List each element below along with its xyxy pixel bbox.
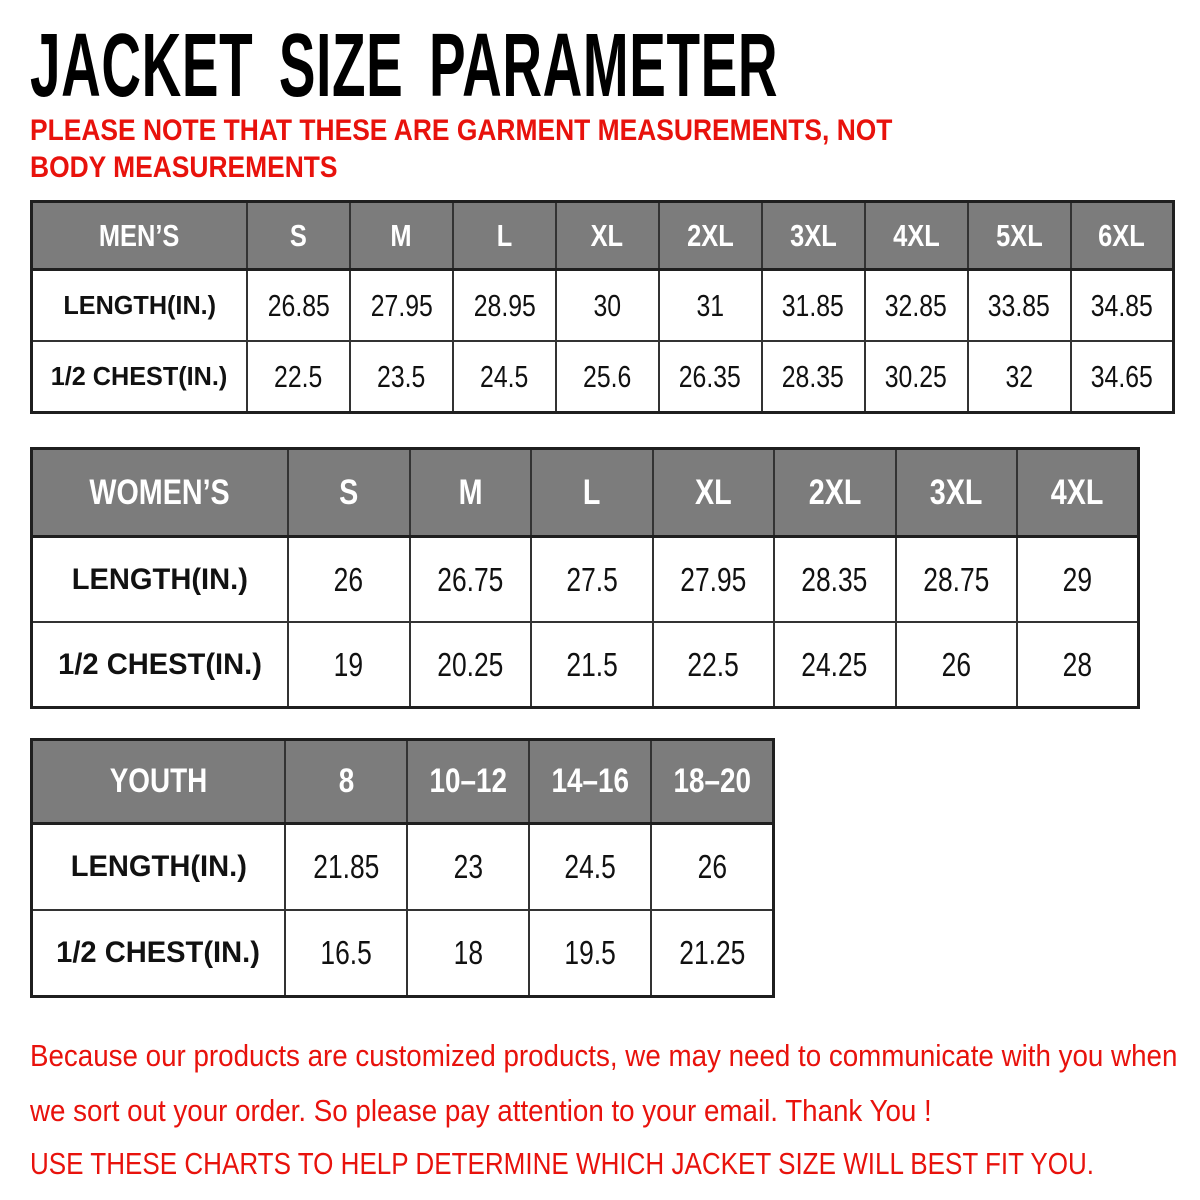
size-value: 30 <box>593 287 622 323</box>
size-column-header <box>896 449 1018 537</box>
size-value: 19.5 <box>564 934 616 971</box>
size-value-cell <box>774 537 896 623</box>
size-value: 24.5 <box>480 358 529 394</box>
measurement-row <box>32 270 1174 342</box>
row-label <box>32 910 286 997</box>
size-value-cell <box>865 270 968 342</box>
size-column-header <box>556 202 659 270</box>
size-value: 16.5 <box>320 934 372 971</box>
size-column-header <box>1071 202 1174 270</box>
size-value: 25.6 <box>583 358 632 394</box>
mens-size-table <box>30 200 1175 414</box>
size-value-cell <box>453 270 556 342</box>
size-value: 28.35 <box>782 358 845 394</box>
size-value-cell <box>651 910 773 997</box>
header-label: 5XL <box>995 217 1043 253</box>
size-value: 26.75 <box>437 560 504 598</box>
size-column-header <box>651 740 773 824</box>
size-value-cell <box>288 622 410 708</box>
size-value-cell <box>247 270 350 342</box>
header-label: 3XL <box>789 217 837 253</box>
header-label: M <box>458 472 483 512</box>
measurement-row <box>32 824 774 911</box>
size-value: 23.5 <box>377 358 426 394</box>
size-value-cell <box>762 270 865 342</box>
size-value: 24.25 <box>801 645 868 683</box>
size-value: 27.95 <box>370 287 433 323</box>
size-value: 27.5 <box>566 560 618 598</box>
size-value: 30.25 <box>885 358 948 394</box>
size-value-cell <box>556 341 659 413</box>
size-column-header <box>407 740 529 824</box>
size-column-header <box>285 740 407 824</box>
size-value-cell <box>529 910 651 997</box>
size-column-header <box>410 449 532 537</box>
header-label: 4XL <box>1051 472 1104 512</box>
size-column-header <box>865 202 968 270</box>
size-value: 20.25 <box>437 645 504 683</box>
size-value: 29 <box>1062 560 1093 598</box>
table-category-header <box>32 449 289 537</box>
size-value: 28.75 <box>923 560 990 598</box>
size-value-cell <box>531 622 653 708</box>
row-label-text: LENGTH(IN.) <box>70 850 247 883</box>
row-label <box>32 622 289 708</box>
size-value-cell <box>529 824 651 911</box>
header-label: 10–12 <box>429 762 507 800</box>
size-value: 26 <box>941 645 971 683</box>
size-column-header <box>529 740 651 824</box>
size-value: 23 <box>453 848 483 885</box>
size-value: 18 <box>453 934 483 971</box>
size-value: 31 <box>696 287 725 323</box>
header-label: XL <box>591 217 624 253</box>
size-value-cell <box>453 341 556 413</box>
womens-size-table <box>30 447 1140 709</box>
header-label: S <box>289 217 307 253</box>
header-label: 2XL <box>686 217 734 253</box>
size-value-cell <box>659 270 762 342</box>
row-label-text: 1/2 CHEST(IN.) <box>56 936 261 969</box>
size-value-cell <box>659 341 762 413</box>
size-column-header <box>653 449 775 537</box>
size-value-cell <box>1017 537 1139 623</box>
size-value: 21.85 <box>313 848 380 885</box>
row-label <box>32 824 286 911</box>
header-label: 14–16 <box>551 762 630 800</box>
size-value-cell <box>865 341 968 413</box>
size-value: 33.85 <box>987 287 1051 323</box>
size-column-header <box>531 449 653 537</box>
size-header-row <box>32 202 1174 270</box>
row-label-text: 1/2 CHEST(IN.) <box>58 647 262 681</box>
size-value-cell <box>653 537 775 623</box>
size-column-header <box>350 202 453 270</box>
size-value: 21.5 <box>566 645 618 683</box>
size-value: 32.85 <box>885 287 948 323</box>
size-value: 26 <box>334 560 364 598</box>
size-value-cell <box>896 622 1018 708</box>
row-label <box>32 270 248 342</box>
header-label: L <box>582 472 601 512</box>
header-label: 8 <box>338 762 354 800</box>
size-column-header <box>288 449 410 537</box>
size-value-cell <box>288 537 410 623</box>
size-value: 31.85 <box>782 287 845 323</box>
measurement-row <box>32 537 1139 623</box>
size-value-cell <box>247 341 350 413</box>
header-label: M <box>390 217 412 253</box>
size-column-header <box>659 202 762 270</box>
size-value-cell <box>1017 622 1139 708</box>
size-value-cell <box>410 537 532 623</box>
row-label-text: 1/2 CHEST(IN.) <box>51 361 228 391</box>
garment-measurement-note: PLEASE NOTE THAT THESE ARE GARMENT MEASUREMENTS, NOT BODY MEASUREMENTS <box>30 114 893 184</box>
header-label: 2XL <box>808 472 862 512</box>
size-value-cell <box>653 622 775 708</box>
row-label-text: LENGTH(IN.) <box>71 562 249 596</box>
page-title: JACKET SIZE PARAMETER <box>30 16 779 116</box>
size-value: 32 <box>1005 358 1033 394</box>
size-value: 26.85 <box>267 287 330 323</box>
size-value: 34.85 <box>1090 287 1153 323</box>
size-value-cell <box>896 537 1018 623</box>
fit-advice-note: USE THESE CHARTS TO HELP DETERMINE WHICH JACKET SIZE WILL BEST FIT YOU. <box>30 1146 1095 1181</box>
size-column-header <box>1017 449 1139 537</box>
header-label: 6XL <box>1098 217 1146 253</box>
size-column-header <box>774 449 896 537</box>
size-value-cell <box>774 622 896 708</box>
custom-order-note: Because our products are customized products, we may need to communicate with you when we sort out your order. So please pay attention to your email. Thank You ! <box>30 1038 1178 1128</box>
size-value-cell <box>651 824 773 911</box>
measurement-row <box>32 341 1174 413</box>
table-category-header <box>32 202 248 270</box>
size-value: 27.95 <box>680 560 747 598</box>
header-label: MEN’S <box>99 217 180 253</box>
size-value: 19 <box>334 645 364 683</box>
youth-size-table <box>30 738 775 998</box>
size-value-cell <box>531 537 653 623</box>
size-column-header <box>247 202 350 270</box>
size-value-cell <box>1071 341 1174 413</box>
size-value-cell <box>762 341 865 413</box>
size-value: 22.5 <box>687 645 739 683</box>
size-header-row <box>32 449 1139 537</box>
header-label: 4XL <box>892 217 940 253</box>
header-label: L <box>496 217 513 253</box>
header-label: 18–20 <box>673 762 751 800</box>
header-label: YOUTH <box>109 762 208 800</box>
size-value: 26.35 <box>679 358 742 394</box>
header-label: XL <box>694 472 732 512</box>
size-value-cell <box>285 824 407 911</box>
size-value-cell <box>556 270 659 342</box>
header-label: WOMEN’S <box>89 472 231 512</box>
row-label-text: LENGTH(IN.) <box>63 290 216 320</box>
row-label <box>32 537 289 623</box>
size-column-header <box>453 202 556 270</box>
size-value: 24.5 <box>564 848 616 885</box>
size-value-cell <box>350 270 453 342</box>
size-value-cell <box>968 270 1071 342</box>
size-column-header <box>762 202 865 270</box>
size-value: 28.95 <box>473 287 536 323</box>
size-value: 28 <box>1062 645 1093 683</box>
size-header-row <box>32 740 774 824</box>
measurement-row <box>32 910 774 997</box>
row-label <box>32 341 248 413</box>
size-value-cell <box>968 341 1071 413</box>
size-value-cell <box>285 910 407 997</box>
size-value-cell <box>410 622 532 708</box>
size-value-cell <box>407 910 529 997</box>
size-value: 21.25 <box>679 934 746 971</box>
size-value: 26 <box>697 848 727 885</box>
size-value: 22.5 <box>274 358 323 394</box>
size-value: 34.65 <box>1090 358 1153 394</box>
size-column-header <box>968 202 1071 270</box>
size-value-cell <box>407 824 529 911</box>
header-label: S <box>339 472 359 512</box>
size-value: 28.35 <box>801 560 868 598</box>
size-value-cell <box>350 341 453 413</box>
table-category-header <box>32 740 286 824</box>
header-label: 3XL <box>929 472 983 512</box>
size-value-cell <box>1071 270 1174 342</box>
measurement-row <box>32 622 1139 708</box>
